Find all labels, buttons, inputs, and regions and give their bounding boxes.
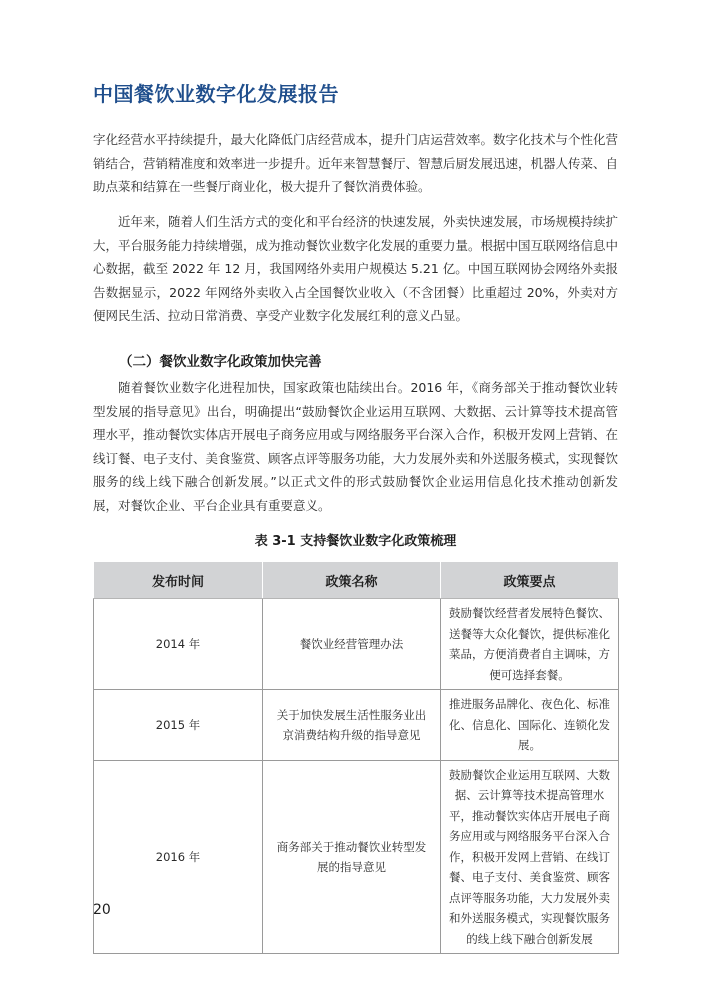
section-heading: （二）餐饮业数字化政策加快完善 <box>119 354 322 370</box>
table-header-row <box>94 562 619 599</box>
body-paragraph-1: 字化经营水平持续提升，最大化降低门店经营成本，提升门店运营效率。数字化技术与个性化营销结合，营销精准度和效率进一步提升。近年来智慧餐厅、智慧后厨发展迅速，机器人传菜、自助点菜和结算在一些餐厅商业化，极大提升了餐饮消费体验。 <box>93 132 619 194</box>
column-header-policy-name: 政策名称 <box>263 562 441 599</box>
cell-policy-points: 鼓励餐饮经营者发展特色餐饮、送餐等大众化餐饮，提供标准化菜品，方便消费者自主调味，方便可选择套餐。 <box>441 599 619 690</box>
column-header-policy-points: 政策要点 <box>441 562 619 599</box>
policy-table <box>93 561 619 954</box>
table-row <box>94 760 619 954</box>
cell-year: 2016 年 <box>94 760 263 954</box>
cell-policy-name: 餐饮业经营管理办法 <box>263 599 441 690</box>
table-row <box>94 599 619 690</box>
column-header-date: 发布时间 <box>94 562 263 599</box>
cell-policy-name: 关于加快发展生活性服务业出京消费结构升级的指导意见 <box>263 690 441 761</box>
table-row <box>94 690 619 761</box>
table-caption: 表 3-1 支持餐饮业数字化政策梳理 <box>254 534 457 549</box>
cell-policy-points: 推进服务品牌化、夜色化、标准化、信息化、国际化、连锁化发展。 <box>441 690 619 761</box>
cell-year: 2014 年 <box>94 599 263 690</box>
page-header-title: 中国餐饮业数字化发展报告 <box>93 82 339 106</box>
body-paragraph-3: 随着餐饮业数字化进程加快，国家政策也陆续出台。2016 年，《商务部关于推动餐饮业转型发展的指导意见》出台，明确提出“鼓励餐饮企业运用互联网、大数据、云计算等技术提高管理水平，推动餐饮实体店开展电子商务应用或与网络服务平台深入合作，积极开发网上营销、在线订餐、电子支付、美食鉴赏、顾客点评等服务功能，大力发展外卖和外送服务模式，实现餐饮服务的线上线下融合创新发展。”以正式文件的形式鼓励餐饮企业运用信息化技术推动创新发展，对餐饮企业、平台企业具有重要意义。 <box>93 380 619 513</box>
cell-policy-points: 鼓励餐饮企业运用互联网、大数据、云计算等技术提高管理水平，推动餐饮实体店开展电子商务应用或与网络服务平台深入合作，积极开发网上营销、在线订餐、电子支付、美食鉴赏、顾客点评等服务功能，大力发展外卖和外送服务模式，实现餐饮服务的线上线下融合创新发展 <box>441 760 619 954</box>
cell-year: 2015 年 <box>94 690 263 761</box>
body-paragraph-2: 近年来，随着人们生活方式的变化和平台经济的快速发展，外卖快速发展，市场规模持续扩大，平台服务能力持续增强，成为推动餐饮业数字化发展的重要力量。根据中国互联网络信息中心数据，截至 2022 年 12 月，我国网络外卖用户规模达 5.21 亿。中国互联网协会网络外卖报告数据显示，2022 年网络外卖收入占全国餐饮业收入（不含团餐）比重超过 20%，外卖对方便网民生活、拉动日常消费、享受产业数字化发展红利的意义凸显。 <box>93 214 619 323</box>
cell-policy-name: 商务部关于推动餐饮业转型发展的指导意见 <box>263 760 441 954</box>
page-number: 20 <box>93 902 111 918</box>
